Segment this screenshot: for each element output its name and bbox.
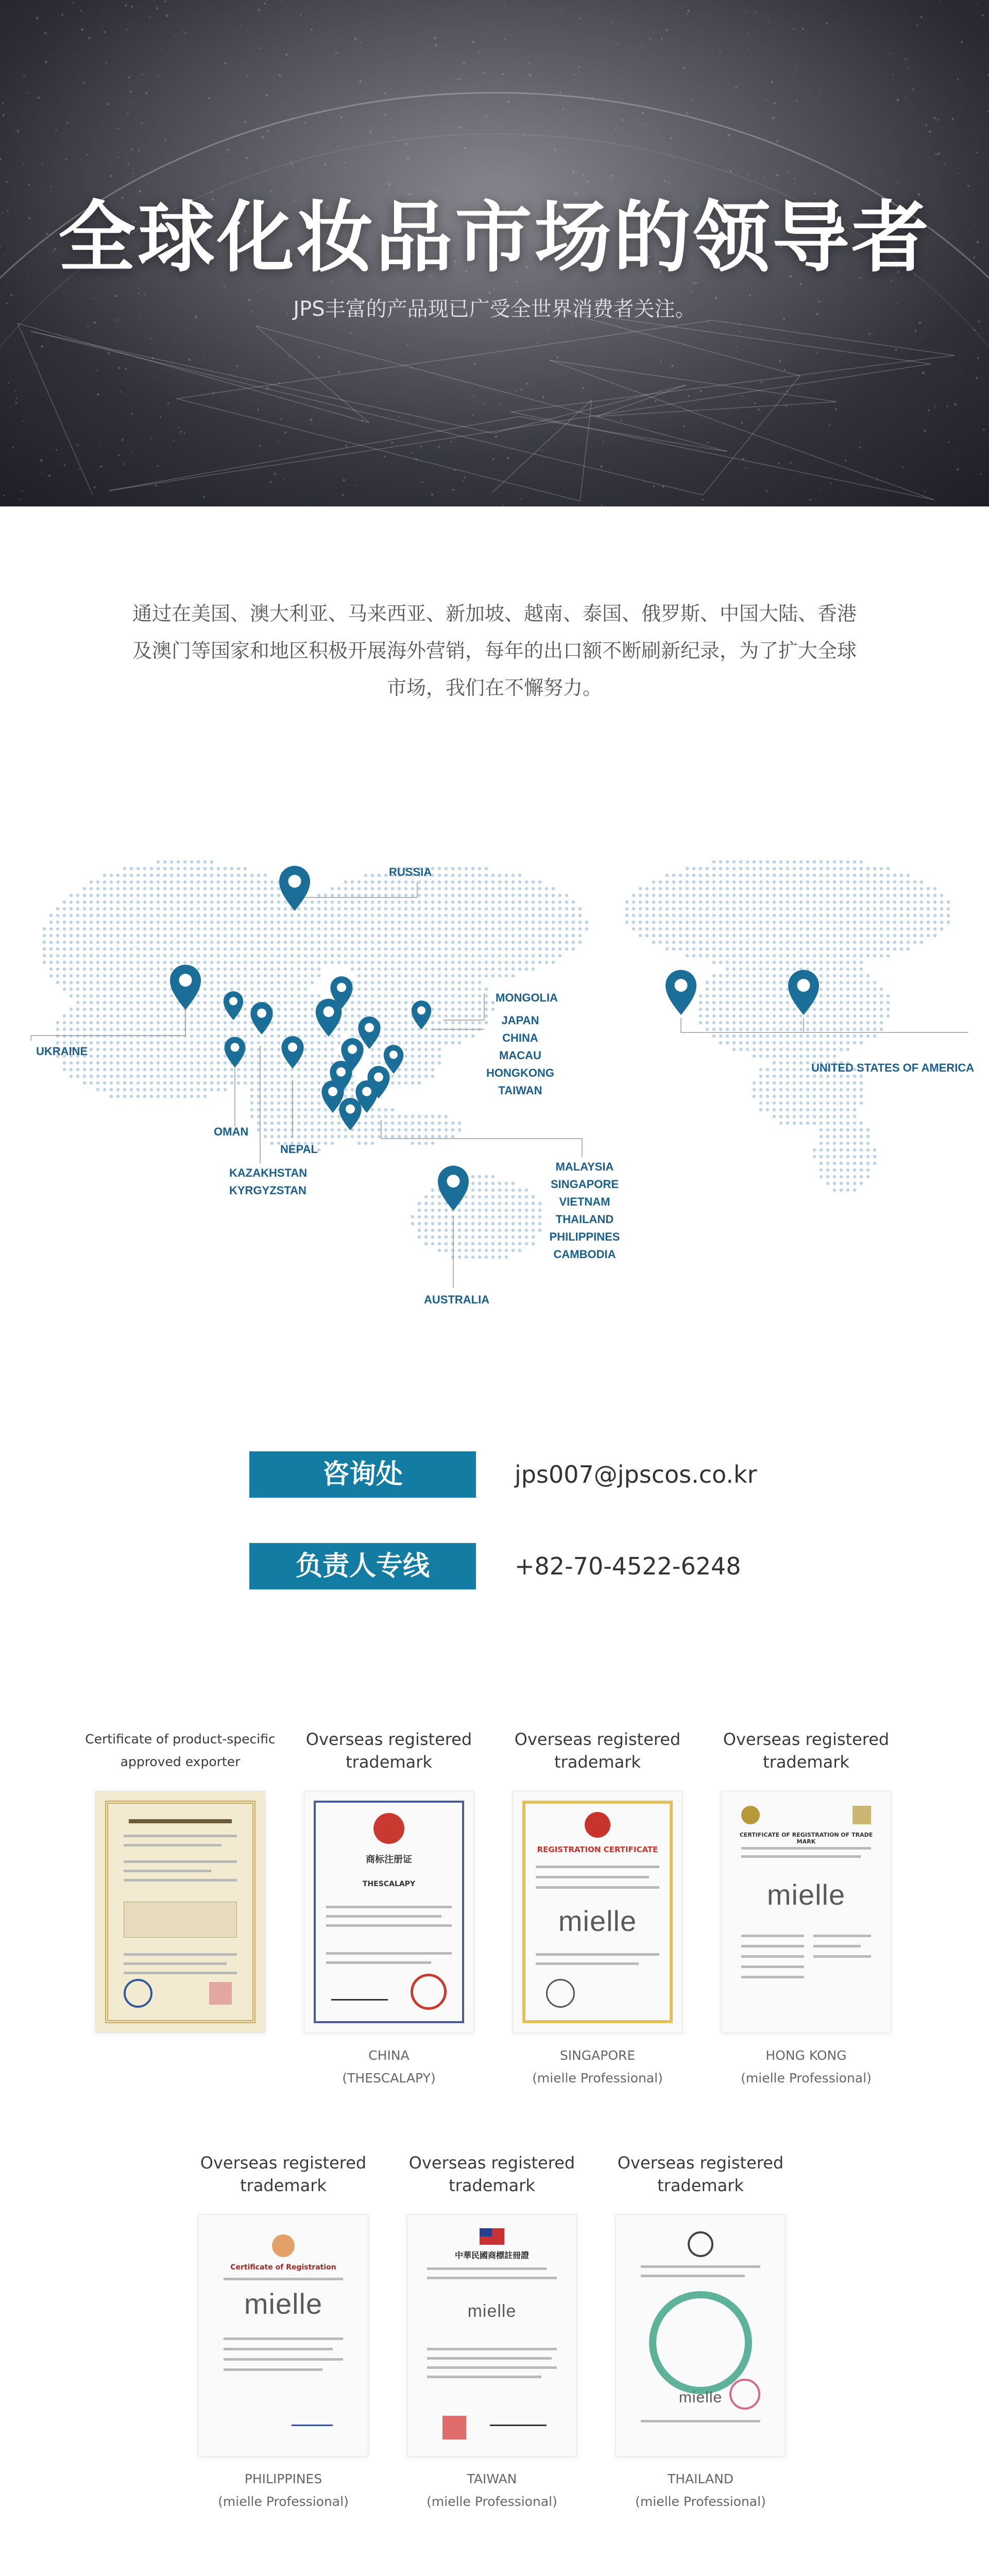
inquiry-label: 咨询处 (249, 1451, 476, 1498)
map-pin-icon (412, 1001, 431, 1029)
doc-title: 中華民國商標註冊證 (454, 2250, 529, 2260)
label-thailand: THAILAND (555, 1213, 614, 1226)
label-mongolia: MONGOLIA (496, 991, 558, 1004)
certificate-heading: Overseas registered trademark (305, 1730, 472, 1772)
certificate-card (185, 2149, 381, 2513)
certificate-heading: Overseas registered trademark (200, 2153, 367, 2195)
contact-phone-row (249, 1543, 764, 1589)
doc-brand: mielle (244, 2287, 323, 2320)
label-vietnam: VIETNAM (559, 1195, 610, 1208)
contact-email-link[interactable]: jps007@jpscos.co.kr (515, 1461, 757, 1488)
doc-title: Certificate of Registration (230, 2263, 336, 2272)
certificate-heading: Overseas registered trademark (408, 2153, 575, 2195)
certificate-country: THAILAND (667, 2471, 734, 2486)
map-pin-icon (250, 1002, 272, 1035)
doc-title: REGISTRATION CERTIFICATE (537, 1845, 658, 1854)
label-hongkong: HONGKONG (486, 1066, 554, 1079)
label-cambodia: CAMBODIA (553, 1248, 616, 1261)
label-usa: UNITED STATES OF AMERICA (811, 1061, 975, 1074)
certificate-country: HONG KONG (765, 2048, 847, 2063)
hero-title: 全球化妆品市场的领导者 (58, 193, 931, 283)
label-kazakhstan: KAZAKHSTAN (229, 1166, 308, 1179)
hero-banner (0, 0, 989, 506)
certificate-brand: (mielle Professional) (427, 2494, 557, 2509)
certificate-image-korea[interactable] (95, 1791, 265, 2033)
certificate-brand: (mielle Professional) (741, 2071, 872, 2086)
certificate-image-thailand[interactable] (616, 2214, 786, 2456)
certificate-card (82, 1726, 278, 2033)
map-pin-icon (170, 965, 201, 1010)
map-pin-icon (279, 866, 310, 911)
map-pin-icon (225, 1037, 246, 1068)
certificate-heading: Certificate of product-specific approved exporter (85, 1732, 276, 1769)
label-philippines: PHILIPPINES (549, 1230, 620, 1243)
certificate-image-singapore[interactable] (513, 1791, 683, 2033)
certificate-card (394, 2149, 590, 2513)
label-taiwan: TAIWAN (498, 1084, 542, 1097)
label-australia: AUSTRALIA (424, 1293, 490, 1306)
certificate-brand: (mielle Professional) (532, 2071, 663, 2086)
certificate-card (708, 1726, 904, 2090)
certificate-brand: (THESCALAPY) (342, 2071, 436, 2086)
world-market-map (21, 824, 975, 1319)
certificate-country: TAIWAN (467, 2471, 517, 2486)
label-kyrgyzstan: KYRGYZSTAN (229, 1184, 306, 1197)
map-pin-icon (316, 999, 342, 1037)
label-oman: OMAN (214, 1125, 249, 1138)
hero-subtitle: JPS丰富的产品现已广受全世界消费者关注。 (293, 297, 696, 321)
label-macau: MACAU (499, 1049, 541, 1062)
manager-line-label: 负责人专线 (249, 1543, 476, 1589)
certificate-card (500, 1726, 695, 2090)
map-pin-icon (666, 970, 696, 1015)
certificate-image-china[interactable]: 商标注册证 THESCALAPY (304, 1791, 474, 2033)
doc-brand: mielle (558, 1905, 637, 1937)
intro-paragraph: 通过在美国、澳大利亚、马来西亚、新加坡、越南、泰国、俄罗斯、中国大陆、香港及澳门等国家和地区积极开展海外营销，每年的出口额不断刷新纪录，为了扩大全球市场，我们在不懈努力。 (132, 602, 857, 699)
certificate-brand: (mielle Professional) (218, 2494, 349, 2509)
doc-brand: mielle (766, 1878, 846, 1911)
contact-phone-link[interactable]: +82-70-4522-6248 (515, 1552, 741, 1580)
certificate-image-philippines[interactable] (198, 2214, 368, 2456)
label-russia: RUSSIA (389, 866, 432, 878)
label-ukraine: UKRAINE (36, 1045, 88, 1058)
label-nepal: NEPAL (280, 1143, 318, 1156)
doc-brand: mielle (467, 2301, 517, 2321)
label-china: CHINA (502, 1031, 538, 1044)
certificate-country: PHILIPPINES (244, 2471, 322, 2486)
certificate-card (603, 2149, 798, 2513)
certificate-card (291, 1726, 487, 2090)
label-japan: JAPAN (501, 1014, 539, 1027)
certificate-brand: (mielle Professional) (635, 2494, 766, 2509)
contact-inquiry-row (249, 1451, 764, 1498)
map-pin-icon (438, 1166, 469, 1211)
label-singapore: SINGAPORE (550, 1178, 619, 1191)
certificate-heading: Overseas registered trademark (723, 1730, 890, 1772)
doc-title: CERTIFICATE OF REGISTRATION OF TRADE MARK (739, 1832, 873, 1845)
certificate-heading: Overseas registered trademark (617, 2153, 784, 2195)
certificate-heading: Overseas registered trademark (514, 1730, 681, 1772)
certificate-country: CHINA (368, 2048, 410, 2063)
certificate-country: SINGAPORE (559, 2048, 636, 2063)
map-pin-icon (339, 1098, 361, 1130)
doc-title: 商标注册证 (366, 1854, 412, 1865)
certificate-image-taiwan[interactable] (407, 2214, 577, 2456)
certificate-image-hongkong[interactable] (721, 1791, 891, 2033)
doc-brand: mielle (678, 2389, 723, 2406)
label-malaysia: MALAYSIA (555, 1160, 614, 1173)
